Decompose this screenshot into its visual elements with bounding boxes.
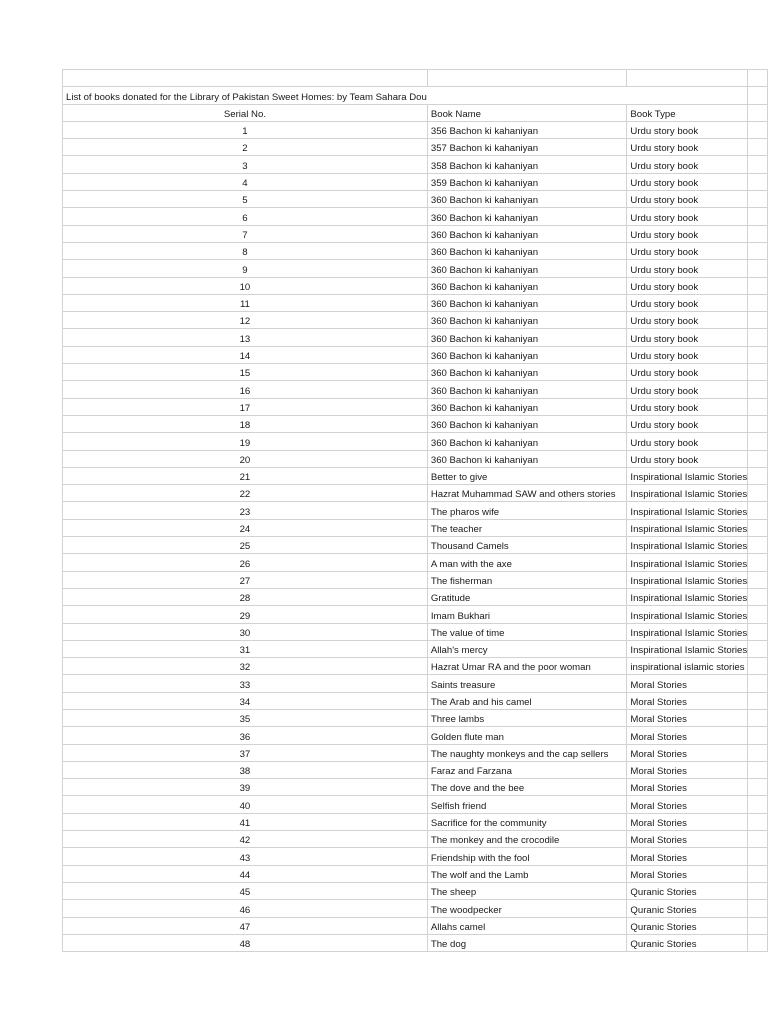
serial-cell: 8 xyxy=(63,242,428,259)
serial-cell: 11 xyxy=(63,294,428,311)
table-row xyxy=(63,848,768,865)
book-type-cell: Moral Stories xyxy=(627,675,748,692)
serial-cell: 10 xyxy=(63,277,428,294)
empty-cell xyxy=(427,70,627,87)
empty-cell xyxy=(748,727,768,744)
book-type-cell: Inspirational Islamic Stories xyxy=(627,502,748,519)
empty-cell xyxy=(748,744,768,761)
blank-row xyxy=(63,70,768,87)
empty-cell xyxy=(748,675,768,692)
book-type-cell: Moral Stories xyxy=(627,761,748,778)
table-row xyxy=(63,364,768,381)
table-row xyxy=(63,744,768,761)
serial-cell: 21 xyxy=(63,467,428,484)
book-name-cell: Thousand Camels xyxy=(427,537,627,554)
table-row xyxy=(63,796,768,813)
empty-cell xyxy=(748,121,768,138)
table-row xyxy=(63,588,768,605)
empty-cell xyxy=(748,623,768,640)
book-type-cell: Urdu story book xyxy=(627,294,748,311)
serial-cell: 34 xyxy=(63,692,428,709)
table-row xyxy=(63,900,768,917)
table-row xyxy=(63,640,768,657)
table-row xyxy=(63,121,768,138)
book-type-cell: Quranic Stories xyxy=(627,934,748,951)
table-row xyxy=(63,260,768,277)
empty-cell xyxy=(748,848,768,865)
empty-cell xyxy=(748,761,768,778)
empty-cell xyxy=(748,796,768,813)
table-row xyxy=(63,381,768,398)
serial-cell: 14 xyxy=(63,346,428,363)
empty-cell xyxy=(748,329,768,346)
serial-cell: 6 xyxy=(63,208,428,225)
serial-cell: 31 xyxy=(63,640,428,657)
book-type-cell: Quranic Stories xyxy=(627,882,748,899)
book-name-cell: 360 Bachon ki kahaniyan xyxy=(427,346,627,363)
header-row xyxy=(63,104,768,121)
table-row xyxy=(63,346,768,363)
book-name-cell: The dog xyxy=(427,934,627,951)
book-type-cell: Moral Stories xyxy=(627,813,748,830)
serial-cell: 17 xyxy=(63,398,428,415)
book-name-cell: The fisherman xyxy=(427,571,627,588)
serial-cell: 25 xyxy=(63,537,428,554)
serial-cell: 47 xyxy=(63,917,428,934)
book-name-cell: 360 Bachon ki kahaniyan xyxy=(427,450,627,467)
serial-cell: 30 xyxy=(63,623,428,640)
book-type-cell: Quranic Stories xyxy=(627,917,748,934)
book-type-cell: Quranic Stories xyxy=(627,900,748,917)
book-name-cell: Golden flute man xyxy=(427,727,627,744)
serial-cell: 2 xyxy=(63,139,428,156)
table-row xyxy=(63,277,768,294)
empty-cell xyxy=(748,139,768,156)
serial-cell: 48 xyxy=(63,934,428,951)
book-name-cell: The wolf and the Lamb xyxy=(427,865,627,882)
empty-cell xyxy=(748,433,768,450)
empty-cell xyxy=(748,415,768,432)
serial-cell: 1 xyxy=(63,121,428,138)
empty-cell xyxy=(748,104,768,121)
book-type-cell: Urdu story book xyxy=(627,225,748,242)
book-type-cell: Urdu story book xyxy=(627,381,748,398)
empty-cell xyxy=(748,208,768,225)
book-name-cell: 357 Bachon ki kahaniyan xyxy=(427,139,627,156)
book-name-cell: A man with the axe xyxy=(427,554,627,571)
empty-cell xyxy=(748,485,768,502)
empty-cell xyxy=(748,156,768,173)
serial-cell: 28 xyxy=(63,588,428,605)
serial-cell: 46 xyxy=(63,900,428,917)
serial-cell: 27 xyxy=(63,571,428,588)
book-type-cell: Urdu story book xyxy=(627,346,748,363)
book-name-cell: 360 Bachon ki kahaniyan xyxy=(427,294,627,311)
table-row xyxy=(63,709,768,726)
serial-cell: 44 xyxy=(63,865,428,882)
book-name-cell: 360 Bachon ki kahaniyan xyxy=(427,364,627,381)
empty-cell xyxy=(63,70,428,87)
empty-cell xyxy=(748,537,768,554)
serial-cell: 35 xyxy=(63,709,428,726)
book-name-cell: 360 Bachon ki kahaniyan xyxy=(427,398,627,415)
serial-cell: 7 xyxy=(63,225,428,242)
book-type-cell: Inspirational Islamic Stories xyxy=(627,485,748,502)
serial-cell: 12 xyxy=(63,312,428,329)
book-name-cell: 360 Bachon ki kahaniyan xyxy=(427,433,627,450)
book-name-cell: 360 Bachon ki kahaniyan xyxy=(427,242,627,259)
book-name-cell: The Arab and his camel xyxy=(427,692,627,709)
book-type-cell: Urdu story book xyxy=(627,433,748,450)
empty-cell xyxy=(748,364,768,381)
table-row xyxy=(63,658,768,675)
table-row xyxy=(63,415,768,432)
empty-cell xyxy=(748,606,768,623)
book-type-cell: Inspirational Islamic Stories xyxy=(627,588,748,605)
serial-cell: 18 xyxy=(63,415,428,432)
title-cell xyxy=(63,87,428,104)
book-type-cell: Moral Stories xyxy=(627,779,748,796)
table-row xyxy=(63,398,768,415)
table-row xyxy=(63,312,768,329)
header-book-type: Book Type xyxy=(627,104,748,121)
table-row xyxy=(63,865,768,882)
empty-cell xyxy=(748,882,768,899)
book-type-cell: Moral Stories xyxy=(627,727,748,744)
table-row xyxy=(63,917,768,934)
book-name-cell: Three lambs xyxy=(427,709,627,726)
book-list-table xyxy=(62,69,768,952)
book-name-cell: The value of time xyxy=(427,623,627,640)
empty-cell xyxy=(748,467,768,484)
serial-cell: 38 xyxy=(63,761,428,778)
book-name-cell: 360 Bachon ki kahaniyan xyxy=(427,208,627,225)
serial-cell: 13 xyxy=(63,329,428,346)
book-type-cell: Inspirational Islamic Stories xyxy=(627,467,748,484)
serial-cell: 20 xyxy=(63,450,428,467)
serial-cell: 45 xyxy=(63,882,428,899)
book-name-cell: Hazrat Umar RA and the poor woman xyxy=(427,658,627,675)
empty-cell xyxy=(748,277,768,294)
book-type-cell: Urdu story book xyxy=(627,312,748,329)
book-type-cell: inspirational islamic stories xyxy=(627,658,748,675)
book-name-cell: Friendship with the fool xyxy=(427,848,627,865)
empty-cell xyxy=(748,260,768,277)
table-row xyxy=(63,537,768,554)
empty-cell xyxy=(748,502,768,519)
empty-cell xyxy=(748,554,768,571)
serial-cell: 5 xyxy=(63,191,428,208)
book-type-cell: Urdu story book xyxy=(627,139,748,156)
book-type-cell: Urdu story book xyxy=(627,208,748,225)
sheet-title: List of books donated for the Library of Pakistan Sweet Homes: by Team Sahara Dou xyxy=(66,91,427,103)
table-row xyxy=(63,191,768,208)
serial-cell: 40 xyxy=(63,796,428,813)
book-name-cell: Allah's mercy xyxy=(427,640,627,657)
book-type-cell: Moral Stories xyxy=(627,709,748,726)
table-row xyxy=(63,156,768,173)
table-row xyxy=(63,208,768,225)
empty-cell xyxy=(748,831,768,848)
book-name-cell: 360 Bachon ki kahaniyan xyxy=(427,277,627,294)
book-name-cell: 360 Bachon ki kahaniyan xyxy=(427,225,627,242)
serial-cell: 19 xyxy=(63,433,428,450)
empty-cell xyxy=(748,173,768,190)
empty-cell xyxy=(748,813,768,830)
table-row xyxy=(63,519,768,536)
empty-cell xyxy=(748,588,768,605)
empty-cell xyxy=(748,658,768,675)
book-name-cell: The pharos wife xyxy=(427,502,627,519)
serial-cell: 42 xyxy=(63,831,428,848)
table-row xyxy=(63,882,768,899)
book-type-cell: Urdu story book xyxy=(627,450,748,467)
book-type-cell: Urdu story book xyxy=(627,260,748,277)
book-type-cell: Inspirational Islamic Stories xyxy=(627,537,748,554)
book-type-cell: Inspirational Islamic Stories xyxy=(627,606,748,623)
empty-cell xyxy=(748,519,768,536)
table-row xyxy=(63,831,768,848)
book-type-cell: Moral Stories xyxy=(627,848,748,865)
book-name-cell: Better to give xyxy=(427,467,627,484)
serial-cell: 37 xyxy=(63,744,428,761)
empty-cell xyxy=(748,900,768,917)
book-type-cell: Urdu story book xyxy=(627,277,748,294)
serial-cell: 24 xyxy=(63,519,428,536)
empty-cell xyxy=(748,70,768,87)
book-type-cell: Urdu story book xyxy=(627,415,748,432)
book-name-cell: Gratitude xyxy=(427,588,627,605)
book-type-cell: Urdu story book xyxy=(627,329,748,346)
table-row xyxy=(63,761,768,778)
empty-cell xyxy=(748,225,768,242)
book-name-cell: Faraz and Farzana xyxy=(427,761,627,778)
empty-cell xyxy=(627,87,748,104)
book-name-cell: 358 Bachon ki kahaniyan xyxy=(427,156,627,173)
book-type-cell: Moral Stories xyxy=(627,831,748,848)
table-row xyxy=(63,692,768,709)
table-row xyxy=(63,934,768,951)
book-type-cell: Moral Stories xyxy=(627,865,748,882)
table-row xyxy=(63,242,768,259)
book-name-cell: 356 Bachon ki kahaniyan xyxy=(427,121,627,138)
book-name-cell: The dove and the bee xyxy=(427,779,627,796)
book-name-cell: 360 Bachon ki kahaniyan xyxy=(427,312,627,329)
empty-cell xyxy=(748,692,768,709)
book-type-cell: Inspirational Islamic Stories xyxy=(627,571,748,588)
empty-cell xyxy=(748,571,768,588)
serial-cell: 32 xyxy=(63,658,428,675)
empty-cell xyxy=(748,865,768,882)
empty-cell xyxy=(748,87,768,104)
table-row xyxy=(63,329,768,346)
book-type-cell: Moral Stories xyxy=(627,692,748,709)
table-row xyxy=(63,779,768,796)
empty-cell xyxy=(748,398,768,415)
serial-cell: 15 xyxy=(63,364,428,381)
empty-cell xyxy=(748,640,768,657)
table-row xyxy=(63,675,768,692)
serial-cell: 33 xyxy=(63,675,428,692)
book-name-cell: Saints treasure xyxy=(427,675,627,692)
book-name-cell: 359 Bachon ki kahaniyan xyxy=(427,173,627,190)
serial-cell: 9 xyxy=(63,260,428,277)
book-type-cell: Urdu story book xyxy=(627,156,748,173)
serial-cell: 23 xyxy=(63,502,428,519)
empty-cell xyxy=(748,346,768,363)
serial-cell: 4 xyxy=(63,173,428,190)
table-row xyxy=(63,727,768,744)
book-name-cell: Selfish friend xyxy=(427,796,627,813)
table-row xyxy=(63,433,768,450)
serial-cell: 22 xyxy=(63,485,428,502)
book-name-cell: 360 Bachon ki kahaniyan xyxy=(427,381,627,398)
table-row xyxy=(63,450,768,467)
book-type-cell: Urdu story book xyxy=(627,398,748,415)
table-row xyxy=(63,606,768,623)
book-type-cell: Moral Stories xyxy=(627,744,748,761)
book-name-cell: 360 Bachon ki kahaniyan xyxy=(427,415,627,432)
serial-cell: 39 xyxy=(63,779,428,796)
empty-cell xyxy=(748,934,768,951)
book-name-cell: 360 Bachon ki kahaniyan xyxy=(427,329,627,346)
serial-cell: 16 xyxy=(63,381,428,398)
book-name-cell: 360 Bachon ki kahaniyan xyxy=(427,260,627,277)
empty-cell xyxy=(748,381,768,398)
book-type-cell: Urdu story book xyxy=(627,121,748,138)
book-name-cell: Allahs camel xyxy=(427,917,627,934)
book-name-cell: Sacrifice for the community xyxy=(427,813,627,830)
book-type-cell: Inspirational Islamic Stories xyxy=(627,640,748,657)
table-row xyxy=(63,173,768,190)
serial-cell: 41 xyxy=(63,813,428,830)
serial-cell: 26 xyxy=(63,554,428,571)
book-type-cell: Inspirational Islamic Stories xyxy=(627,554,748,571)
serial-cell: 43 xyxy=(63,848,428,865)
empty-cell xyxy=(427,87,627,104)
book-type-cell: Urdu story book xyxy=(627,364,748,381)
book-type-cell: Urdu story book xyxy=(627,242,748,259)
book-type-cell: Urdu story book xyxy=(627,191,748,208)
table-row xyxy=(63,502,768,519)
empty-cell xyxy=(748,294,768,311)
table-row xyxy=(63,294,768,311)
book-name-cell: The teacher xyxy=(427,519,627,536)
table-row xyxy=(63,467,768,484)
table-row xyxy=(63,139,768,156)
book-name-cell: The sheep xyxy=(427,882,627,899)
book-type-cell: Urdu story book xyxy=(627,173,748,190)
table-row xyxy=(63,571,768,588)
serial-cell: 36 xyxy=(63,727,428,744)
empty-cell xyxy=(748,242,768,259)
book-name-cell: Imam Bukhari xyxy=(427,606,627,623)
empty-cell xyxy=(627,70,748,87)
empty-cell xyxy=(748,709,768,726)
empty-cell xyxy=(748,312,768,329)
empty-cell xyxy=(748,191,768,208)
book-name-cell: The monkey and the crocodile xyxy=(427,831,627,848)
serial-cell: 29 xyxy=(63,606,428,623)
table-row xyxy=(63,813,768,830)
book-name-cell: Hazrat Muhammad SAW and others stories xyxy=(427,485,627,502)
table-body xyxy=(63,70,768,952)
serial-cell: 3 xyxy=(63,156,428,173)
book-type-cell: Inspirational Islamic Stories xyxy=(627,623,748,640)
table-row xyxy=(63,225,768,242)
empty-cell xyxy=(748,450,768,467)
book-type-cell: Inspirational Islamic Stories xyxy=(627,519,748,536)
title-row xyxy=(63,87,768,104)
header-serial: Serial No. xyxy=(63,104,428,121)
empty-cell xyxy=(748,779,768,796)
empty-cell xyxy=(748,917,768,934)
table-row xyxy=(63,623,768,640)
book-name-cell: The woodpecker xyxy=(427,900,627,917)
table-row xyxy=(63,554,768,571)
book-name-cell: The naughty monkeys and the cap sellers xyxy=(427,744,627,761)
header-book-name: Book Name xyxy=(427,104,627,121)
table-row xyxy=(63,485,768,502)
book-name-cell: 360 Bachon ki kahaniyan xyxy=(427,191,627,208)
book-type-cell: Moral Stories xyxy=(627,796,748,813)
